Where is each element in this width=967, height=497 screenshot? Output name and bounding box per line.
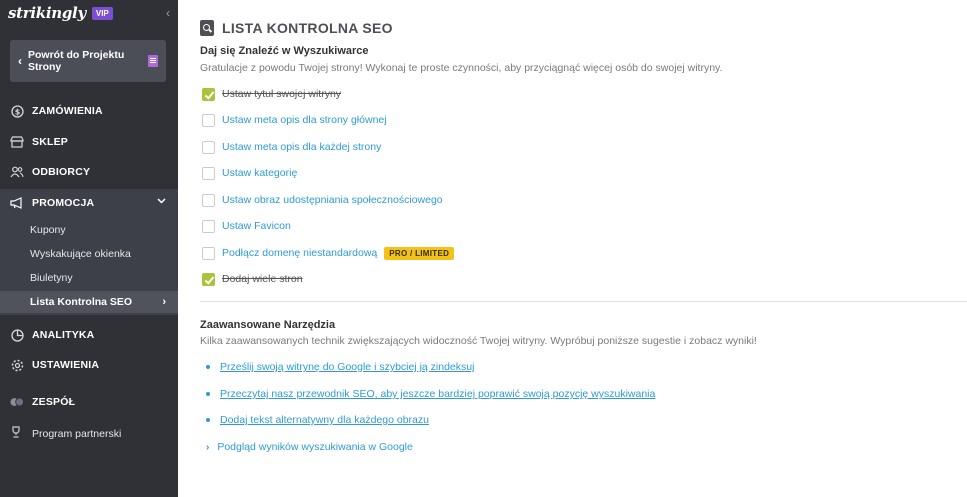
list-item xyxy=(206,388,655,400)
team-avatars-icon xyxy=(10,395,24,409)
checklist-item-label[interactable]: Ustaw meta opis dla strony głównej xyxy=(222,114,387,126)
nav-promotion-label: PROMOCJA xyxy=(32,197,95,209)
nav-team-label: ZESPÓŁ xyxy=(32,396,76,408)
nav-orders[interactable] xyxy=(0,97,178,125)
sidebar xyxy=(0,0,178,497)
checklist-item[interactable] xyxy=(202,113,387,127)
chevron-right-icon: › xyxy=(206,441,210,453)
checklist-item-label[interactable]: Ustaw obraz udostępniania społecznościowego xyxy=(222,194,443,206)
seo-search-icon xyxy=(200,20,214,36)
svg-text:$: $ xyxy=(14,107,20,116)
nav-audience[interactable] xyxy=(0,158,178,186)
subnav-seo-checklist[interactable] xyxy=(0,291,178,313)
dollar-icon xyxy=(10,104,24,118)
checklist-item[interactable] xyxy=(202,219,291,233)
checklist-item-label: Dodaj wiele stron xyxy=(222,273,303,285)
page-title: LISTA KONTROLNA SEO xyxy=(222,20,393,36)
checklist-item[interactable] xyxy=(202,87,341,101)
seo-guide-link[interactable]: Przeczytaj nasz przewodnik SEO, aby jeszcze bardziej poprawić swoją pozycję wyszukiwania xyxy=(220,388,656,400)
gear-icon xyxy=(10,358,24,372)
subnav-popups[interactable]: Wyskakujące okienka xyxy=(30,248,131,260)
back-to-project-label: Powrót do Projektu Strony xyxy=(28,49,125,73)
page-icon xyxy=(148,55,158,67)
nav-settings-label: USTAWIENIA xyxy=(32,359,100,371)
nav-team[interactable] xyxy=(0,388,178,416)
google-preview-toggle[interactable] xyxy=(206,441,413,453)
subnav-newsletters[interactable]: Biuletyny xyxy=(30,272,73,284)
checklist-item-label[interactable]: Ustaw meta opis dla każdej strony xyxy=(222,141,382,153)
chevron-left-icon: ‹ xyxy=(18,54,22,68)
nav-analytics[interactable] xyxy=(0,321,178,349)
section-advanced-description: Kilka zaawansowanych technik zwiększających widoczność Twojej witryny. Wypróbuj poniższe sugestie i zobacz wyniki! xyxy=(200,335,757,347)
chart-pie-icon xyxy=(10,328,24,342)
nav-store-label: SKLEP xyxy=(32,136,69,148)
section-find-heading: Daj się Znaleźć w Wyszukiwarce xyxy=(200,45,369,57)
checklist-item[interactable] xyxy=(202,272,303,286)
checklist-item-label[interactable]: Ustaw Favicon xyxy=(222,220,291,232)
nav-orders-label: ZAMÓWIENIA xyxy=(32,105,103,117)
checkbox-checked[interactable] xyxy=(202,273,215,286)
section-advanced-heading: Zaawansowane Narzędzia xyxy=(200,319,336,331)
section-find-description: Gratulacje z powodu Twojej strony! Wykonaj te proste czynności, aby przyciągnąć więcej osób do swojej witryny. xyxy=(200,62,723,74)
checkbox[interactable] xyxy=(202,220,215,233)
checkbox[interactable] xyxy=(202,247,215,260)
bullet-icon xyxy=(206,365,210,369)
checklist-item[interactable] xyxy=(202,140,381,154)
pro-limited-badge: PRO / LIMITED xyxy=(384,247,454,260)
nav-promotion[interactable] xyxy=(0,189,178,217)
nav-store[interactable] xyxy=(0,128,178,156)
checkbox[interactable] xyxy=(202,167,215,180)
subnav-coupons[interactable]: Kupony xyxy=(30,224,66,236)
section-divider xyxy=(200,301,967,302)
checklist-item[interactable] xyxy=(202,166,297,180)
checkbox[interactable] xyxy=(202,141,215,154)
store-icon xyxy=(10,135,24,149)
bullet-icon xyxy=(206,418,210,422)
chevron-right-icon: › xyxy=(162,296,166,308)
nav-partner-label: Program partnerski xyxy=(32,427,122,440)
list-item xyxy=(206,361,474,373)
checkbox[interactable] xyxy=(202,194,215,207)
nav-analytics-label: ANALITYKA xyxy=(32,329,95,341)
vip-badge: VIP xyxy=(92,7,113,20)
strikingly-logo: strikingly xyxy=(8,4,86,22)
google-preview-label: Podgląd wyników wyszukiwania w Google xyxy=(217,441,413,453)
back-to-project-button[interactable] xyxy=(10,40,166,82)
nav-partner-program[interactable] xyxy=(10,426,121,441)
checklist-item[interactable] xyxy=(202,193,443,207)
bullet-icon xyxy=(206,392,210,396)
checkbox-checked[interactable] xyxy=(202,88,215,101)
collapse-sidebar-icon[interactable]: ‹ xyxy=(166,6,170,20)
checkbox[interactable] xyxy=(202,114,215,127)
list-item xyxy=(206,414,429,426)
checklist-item-label[interactable]: Ustaw kategorię xyxy=(222,167,298,179)
trophy-icon xyxy=(10,426,24,441)
nav-settings[interactable] xyxy=(0,351,178,379)
chevron-down-icon xyxy=(157,196,166,207)
checklist-item-label: Ustaw tytuł swojej witryny xyxy=(222,88,342,100)
submit-to-google-link[interactable]: Prześlij swoją witrynę do Google i szybciej ją zindeksuj xyxy=(220,361,475,373)
page-header xyxy=(200,20,393,36)
subnav-seo-checklist-label: Lista Kontrolna SEO xyxy=(30,296,133,308)
checklist-item-label[interactable]: Podłącz domenę niestandardową xyxy=(222,247,378,259)
alt-text-link[interactable]: Dodaj tekst alternatywny dla każdego obrazu xyxy=(220,414,429,426)
checklist-item[interactable] xyxy=(202,246,454,260)
users-icon xyxy=(10,165,24,179)
nav-audience-label: ODBIORCY xyxy=(32,166,91,178)
megaphone-icon xyxy=(10,196,24,210)
brand[interactable] xyxy=(8,4,113,22)
